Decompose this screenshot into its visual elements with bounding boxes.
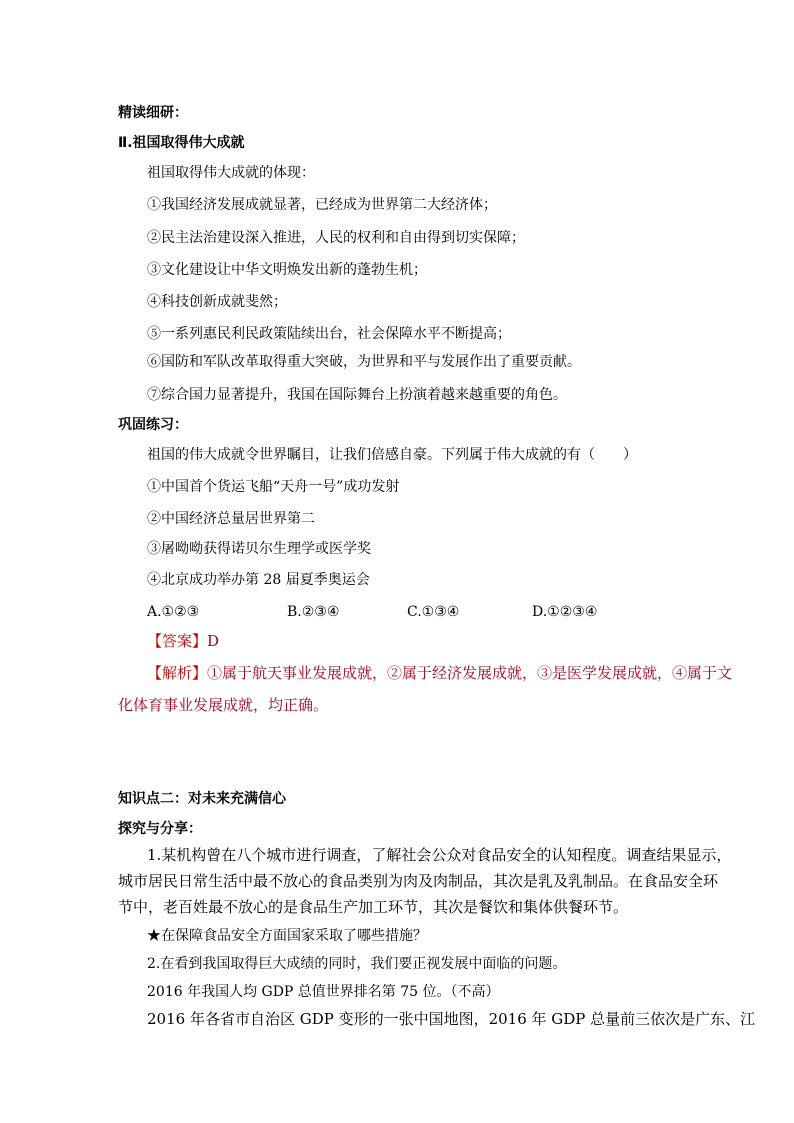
paragraph-1-line-3: 节中，老百姓最不放心的是食品生产加工环节，其次是餐饮和集体供餐环节。	[118, 898, 629, 916]
achievement-item: ⑥国防和军队改革取得重大突破，为世界和平与发展作出了重要贡献。	[147, 354, 581, 370]
answer-line	[147, 634, 219, 649]
analysis-tag: 【解析】	[147, 664, 208, 682]
practice-statement: ④北京成功举办第 28 届夏季奥运会	[147, 572, 370, 588]
subheading-achievements: Ⅱ.祖国取得伟大成就	[118, 135, 245, 151]
option-a: A.①②③	[147, 604, 200, 620]
paragraph-1-line-2: 城市居民日常生活中最不放心的食品类别为肉及肉制品，其次是乳及乳制品。在食品安全环	[118, 872, 719, 890]
analysis-line-2: 化体育事业发展成就，均正确。	[118, 696, 329, 714]
achievement-item: ③文化建设让中华文明焕发出新的蓬勃生机；	[147, 262, 427, 278]
achievement-item: ⑦综合国力显著提升，我国在国际舞台上扮演着越来越重要的角色。	[147, 387, 567, 403]
star-question: ★在保障食品安全方面国家采取了哪些措施？	[147, 928, 427, 944]
answer-tag: 【答案】	[147, 632, 208, 650]
practice-heading: 巩固练习：	[118, 417, 188, 433]
knowledge-point-2-heading: 知识点二：对未来充满信心	[118, 791, 286, 807]
practice-statement: ②中国经济总量居世界第二	[147, 511, 315, 527]
explore-share-heading: 探究与分享：	[118, 821, 202, 837]
achievement-item: ②民主法治建设深入推进，人民的权利和自由得到切实保障；	[147, 230, 525, 246]
analysis-text: ①属于航天事业发展成就，②属于经济发展成就，③是医学发展成就，④属于文	[207, 664, 733, 682]
paragraph-1-line-1: 1.某机构曾在八个城市进行调查，了解社会公众对食品安全的认知程度。调查结果显示，	[147, 846, 732, 864]
practice-statement: ③屠呦呦获得诺贝尔生理学或医学奖	[147, 541, 371, 557]
answer-value: D	[207, 632, 220, 650]
practice-statement: ①中国首个货运飞船“天舟一号”成功发射	[147, 479, 400, 495]
achievement-item: ①我国经济发展成就显著，已经成为世界第二大经济体；	[147, 197, 497, 213]
paragraph-3: 2016 年我国人均 GDP 总值世界排名第 75 位。（不高）	[147, 984, 500, 1000]
paragraph-4: 2016 年各省市自治区 GDP 变形的一张中国地图，2016 年 GDP 总量前三依次是广东、江	[147, 1010, 756, 1028]
achievements-intro: 祖国取得伟大成就的体现：	[147, 165, 315, 181]
option-b: B.②③④	[287, 604, 340, 620]
section-heading-study: 精读细研：	[118, 105, 188, 121]
option-d: D.①②③④	[532, 604, 598, 620]
achievement-item: ⑤一系列惠民利民政策陆续出台，社会保障水平不断提高；	[147, 326, 511, 342]
achievement-item: ④科技创新成就斐然；	[147, 294, 287, 310]
analysis-line-1	[147, 666, 732, 681]
practice-question: 祖国的伟大成就令世界瞩目，让我们倍感自豪。下列属于伟大成就的有（ ）	[147, 447, 637, 463]
option-c: C.①③④	[407, 604, 460, 620]
paragraph-2: 2.在看到我国取得巨大成绩的同时，我们要正视发展中面临的问题。	[147, 956, 567, 972]
